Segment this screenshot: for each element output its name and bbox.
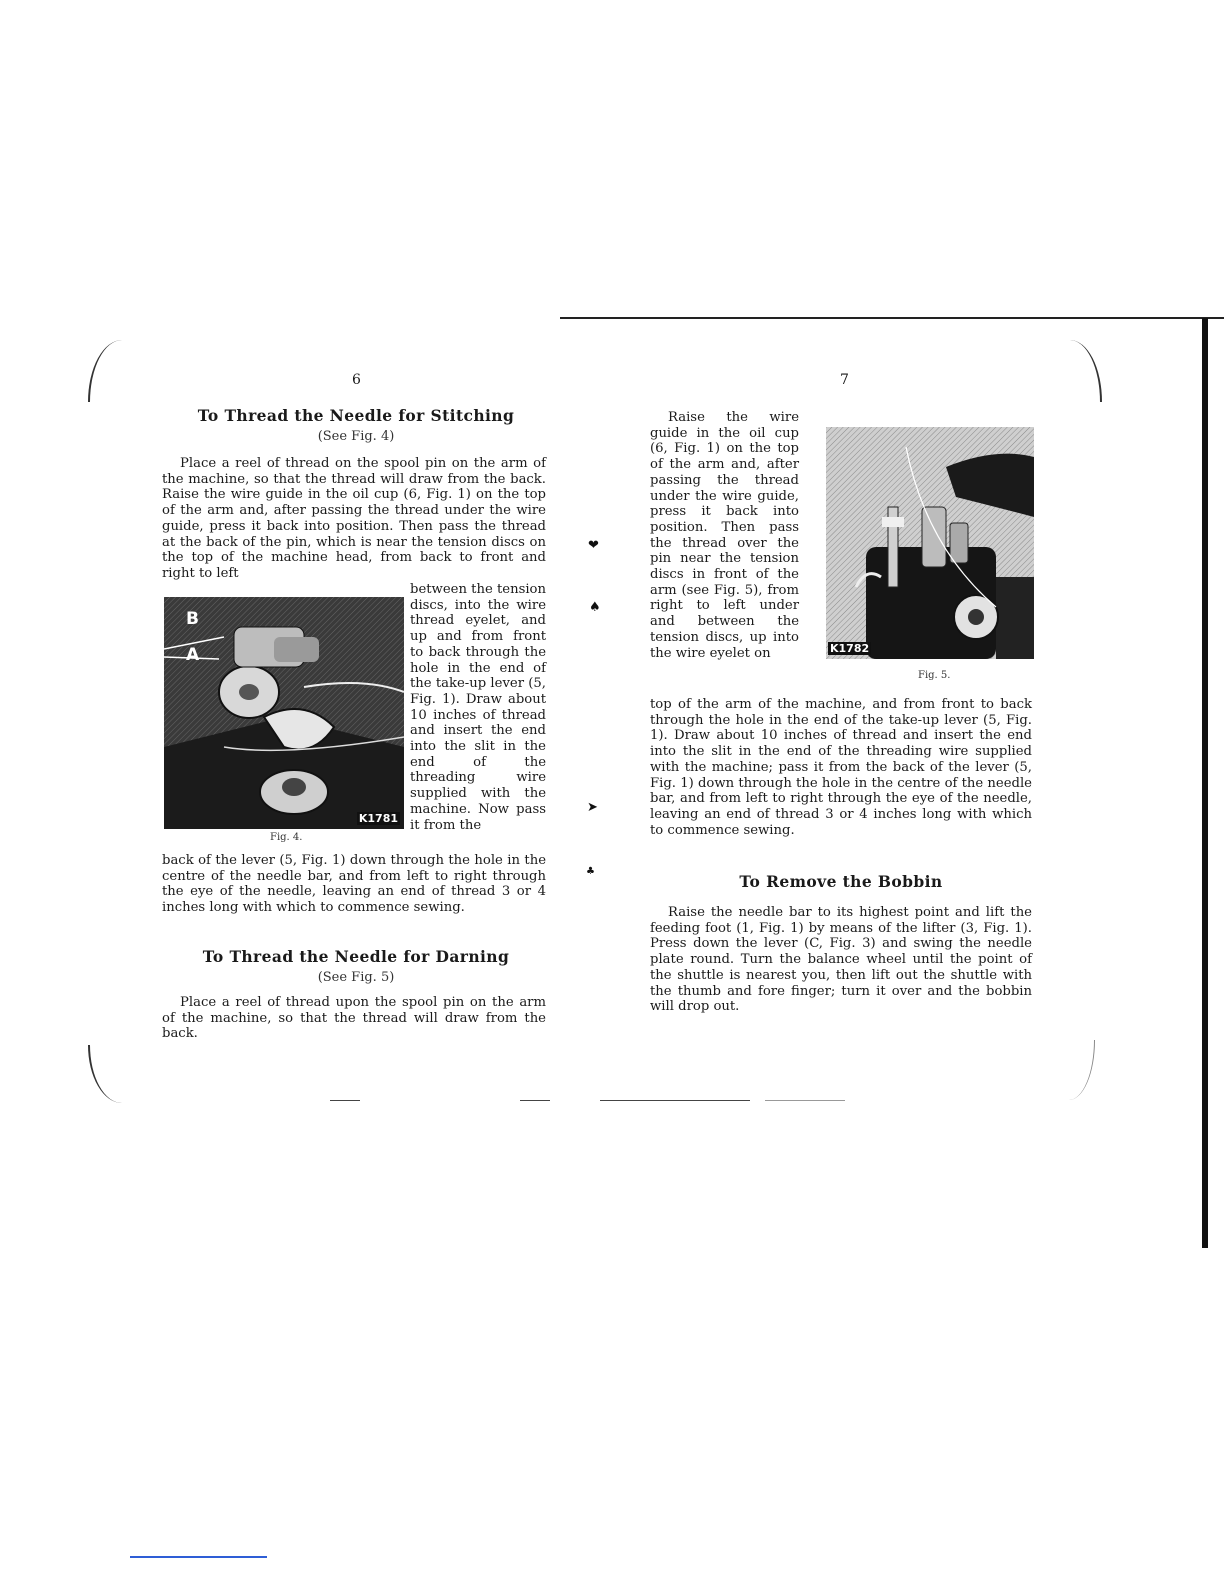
left-page-corner-bottom: [88, 1045, 124, 1103]
stitching-paragraph-top: Place a reel of thread on the spool pin on the arm of the machine, so that the thread will draw from the back. Raise the wire guide in the oil cup (6, Fig. 1) on the top of the arm and, after passing the thread under the wire guide, press it back into position. Then pass the thread at the back of the pin, which is near the tension discs on the top of the machine head, from back to front and right to left: [162, 456, 546, 581]
figure-4-photo: [164, 597, 404, 829]
section-title-stitching: To Thread the Needle for Stitching: [197, 406, 515, 425]
section-subtitle-darning: (See Fig. 5): [317, 970, 395, 985]
scan-dash: [520, 1100, 550, 1101]
right-page-corner-top: [1068, 340, 1102, 402]
figure-5-illustration: [826, 427, 1034, 659]
scan-dash: [330, 1100, 360, 1101]
figure-5-code: K1782: [830, 642, 870, 655]
blue-underline-artifact: [130, 1556, 267, 1558]
section-subtitle-stitching: (See Fig. 4): [317, 429, 395, 444]
scan-right-edge: [1202, 318, 1208, 1248]
margin-mark: ❤: [588, 538, 599, 553]
darning-paragraph-side: Raise the wire guide in the oil cup (6, Fig. 1) on the top of the arm and, after passing the thread under the wire guide, press it back into position. Then pass the thread over the pin near the tension discs in front of the arm (see Fig. 5), from right to left under and between the tension discs, up into the wire eyelet on: [650, 410, 799, 661]
page-number-left: 6: [352, 372, 361, 388]
right-page-corner-bottom: [1068, 1040, 1095, 1100]
figure-4-illustration: [164, 597, 404, 829]
remove-bobbin-paragraph: Raise the needle bar to its highest point and lift the feeding foot (1, Fig. 1) by means of the lifter (3, Fig. 1). Press down the lever (C, Fig. 3) and swing the needle plate round. Turn the balance wheel until the point of the shuttle is nearest you, then lift out the shuttle with the thumb and fore finger; turn it over and the bobbin will drop out.: [650, 905, 1032, 1015]
section-title-remove-bobbin: To Remove the Bobbin: [739, 872, 943, 891]
left-page-corner-top: [88, 340, 124, 402]
margin-mark: ➤: [587, 800, 598, 815]
figure-5-caption: Fig. 5.: [918, 670, 951, 681]
scan-top-rule: [560, 317, 1224, 319]
stitching-paragraph-bottom: back of the lever (5, Fig. 1) down through the hole in the centre of the needle bar, and from left to right through the eye of the needle, leaving an end of thread 3 or 4 inches long with which to commence sewing.: [162, 853, 546, 916]
figure-4-label-b: B: [186, 609, 199, 629]
margin-mark: ♣: [586, 866, 595, 877]
section-title-darning: To Thread the Needle for Darning: [202, 947, 510, 966]
figure-4-caption: Fig. 4.: [270, 832, 303, 843]
margin-mark: ♠: [589, 600, 601, 615]
scan-dash: [765, 1100, 845, 1101]
darning-paragraph: Place a reel of thread upon the spool pin on the arm of the machine, so that the thread will draw from the back.: [162, 995, 546, 1042]
stitching-paragraph-side: between the tension discs, into the wire thread eyelet, and up and from front to back through the hole in the end of the take-up lever (5, Fig. 1). Draw about 10 inches of thread and insert the end into the slit in the end of the threading wire supplied with the machine. Now pass it from the: [410, 582, 546, 833]
darning-paragraph-continued: top of the arm of the machine, and from front to back through the hole in the end of the take-up lever (5, Fig. 1). Draw about 10 inches of thread and insert the end into the slit in the end of the threading wire supplied with the machine; pass it from the back of the lever (5, Fig. 1) down through the hole in the centre of the needle bar, and from left to right through the eye of the needle, leaving an end of thread 3 or 4 inches long with which to commence sewing.: [650, 697, 1032, 838]
figure-4-code: K1781: [358, 812, 398, 825]
figure-5-photo: [826, 427, 1034, 659]
page-number-right: 7: [840, 372, 849, 388]
figure-4-label-a: A: [186, 645, 200, 665]
scan-dash: [600, 1100, 750, 1101]
